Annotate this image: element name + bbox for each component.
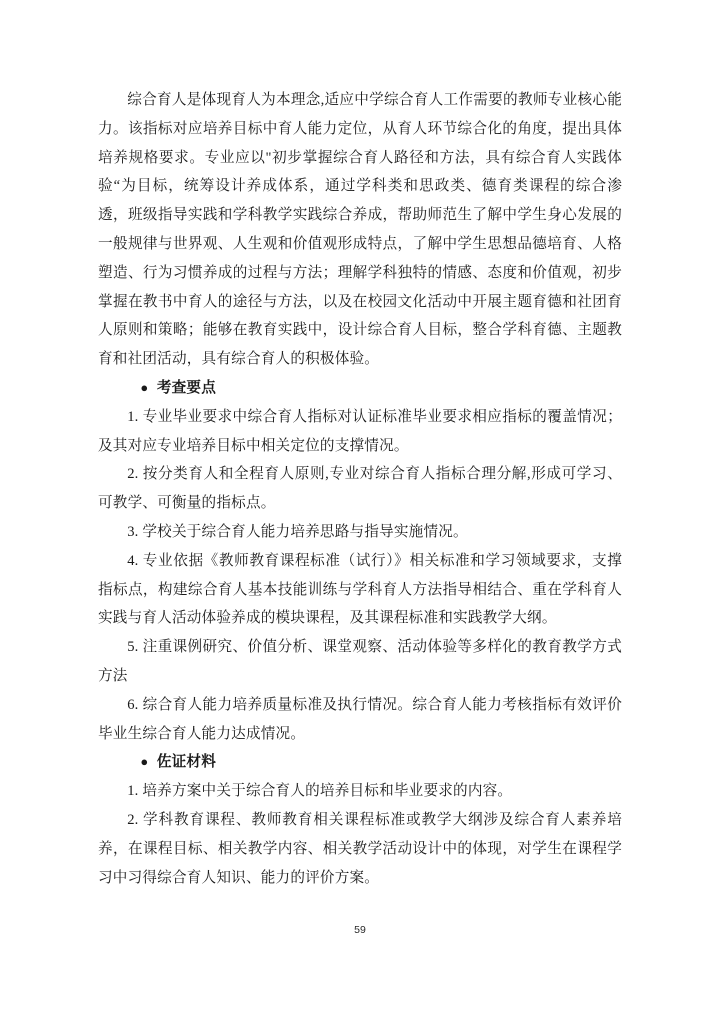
list-item: 3. 学校关于综合育人能力培养思路与指导实施情况。 <box>127 523 468 540</box>
bullet-icon: ● <box>140 754 149 770</box>
bullet-icon: ● <box>140 379 149 395</box>
section-heading-supporting-materials <box>98 748 622 777</box>
list-item: 1. 专业毕业要求中综合育人指标对认证标准毕业要求相应指标的覆盖情况；及其对应专业培养目标中相关定位的支撑情况。 <box>98 408 622 454</box>
list-item: 2. 学科教育课程、教师教育相关课程标准或教学大纲涉及综合育人素养培养，在课程目标、相关教学内容、相关教学活动设计中的体现，对学生在课程学习中习得综合育人知识、能力的评价方案。 <box>98 811 622 886</box>
list-item: 1. 培养方案中关于综合育人的培养目标和毕业要求的内容。 <box>127 783 513 800</box>
page-number: 59 <box>354 924 366 936</box>
list-item: 2. 按分类育人和全程育人原则,专业对综合育人指标合理分解,形成可学习、可教学、可衡量的指标点。 <box>98 466 622 512</box>
document-content <box>98 86 622 892</box>
section-heading-exam-points <box>98 374 622 403</box>
section-heading-label: 考查要点 <box>156 379 217 396</box>
list-item: 6. 综合育人能力培养质量标准及执行情况。综合育人能力考核指标有效评价毕业生综合育人能力达成情况。 <box>98 696 622 742</box>
list-item: 4. 专业依据《教师教育课程标准（试行）》相关标准和学习领域要求，支撑指标点，构建综合育人基本技能训练与学科育人方法指导相结合、重在学科育人实践与育人活动体验养成的模块课程，及其课程标准和实践教学大纲。 <box>98 552 622 627</box>
list-item: 5. 注重课例研究、价值分析、课堂观察、活动体验等多样化的教育教学方式方法 <box>98 639 622 684</box>
section-heading-label: 佐证材料 <box>156 754 217 771</box>
intro-paragraph: 综合育人是体现育人为本理念,适应中学综合育人工作需要的教师专业核心能力。该指标对应培养目标中育人能力定位，从育人环节综合化的角度，提出具体培养规格要求。专业应以"初步掌握综合育人路径和方法，具有综合育人实践体验“为目标，统筹设计养成体系，通过学科类和思政类、德育类课程的综合渗透，班级指导实践和学科教学实践综合养成，帮助师范生了解中学生身心发展的一般规律与世界观、人生观和价值观形成特点，了解中学生思想品德培育、人格塑造、行为习惯养成的过程与方法；理解学科独特的情感、态度和价值观，初步掌握在教书中育人的途径与方法，以及在校园文化活动中开展主题育德和社团育人原则和策略；能够在教育实践中，设计综合育人目标，整合学科育德、主题教育和社团活动，具有综合育人的积极体验。 <box>98 92 622 368</box>
